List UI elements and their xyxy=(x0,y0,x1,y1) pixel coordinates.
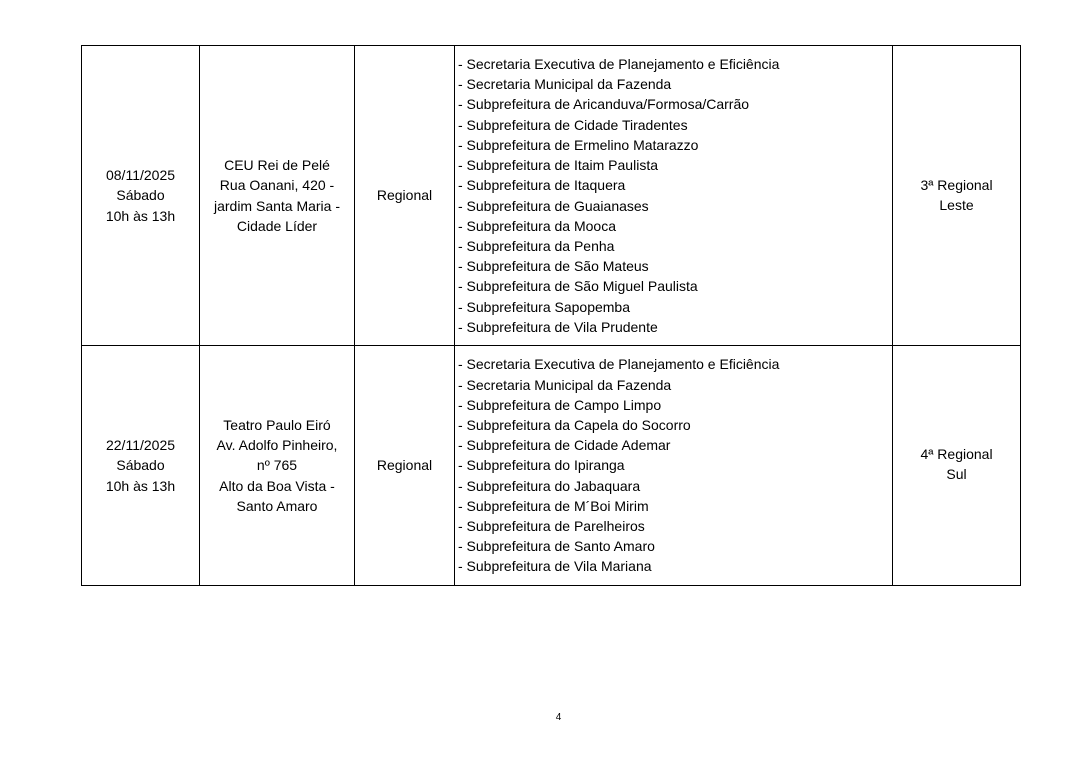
regional-label: 3ª Regional xyxy=(920,177,993,193)
organization-item: - Subprefeitura de Vila Mariana xyxy=(458,558,652,575)
place-line: Santo Amaro xyxy=(236,497,318,514)
organizations-cell xyxy=(455,346,893,586)
organization-item: - Subprefeitura de Campo Limpo xyxy=(458,396,662,413)
event-date: 08/11/2025 xyxy=(105,167,176,184)
organization-item: - Subprefeitura de M´Boi Mirim xyxy=(458,497,649,514)
regional-label: 4ª Regional xyxy=(920,446,993,462)
organization-item: - Subprefeitura do Jabaquara xyxy=(458,477,641,494)
date-cell xyxy=(82,46,200,346)
place-line: Teatro Paulo Eiró xyxy=(223,416,331,433)
table-row xyxy=(82,346,1021,586)
page-number: 4 xyxy=(555,712,562,723)
place-line: CEU Rei de Pelé xyxy=(224,157,330,174)
regional-cell xyxy=(893,346,1021,586)
organization-item: - Subprefeitura Sapopemba xyxy=(458,298,630,315)
organization-item: - Secretaria Executiva de Planejamento e Eficiência xyxy=(458,56,780,73)
table-row xyxy=(82,46,1021,346)
organization-item: - Secretaria Municipal da Fazenda xyxy=(458,76,672,93)
date-cell xyxy=(82,346,200,586)
organization-item: - Secretaria Municipal da Fazenda xyxy=(458,376,672,393)
organization-item: - Subprefeitura de Guaianases xyxy=(458,197,649,214)
place-line: nº 765 xyxy=(256,457,298,474)
organization-item: - Subprefeitura do Ipiranga xyxy=(458,457,625,474)
organization-item: - Subprefeitura da Mooca xyxy=(458,217,616,234)
organization-item: - Subprefeitura de Santo Amaro xyxy=(458,538,655,555)
event-weekday: Sábado xyxy=(116,457,165,474)
type-cell xyxy=(355,346,455,586)
place-line: Av. Adolfo Pinheiro, xyxy=(216,437,338,454)
organization-item: - Subprefeitura de Vila Prudente xyxy=(458,318,658,335)
organizations-cell xyxy=(455,46,893,346)
place-line: Alto da Boa Vista - xyxy=(219,477,335,494)
event-time: 10h às 13h xyxy=(105,207,176,224)
organization-item: - Subprefeitura de São Miguel Paulista xyxy=(458,278,698,295)
type-cell xyxy=(355,46,455,346)
regional-cell xyxy=(893,46,1021,346)
place-cell xyxy=(200,46,355,346)
organization-item: - Subprefeitura de São Mateus xyxy=(458,258,649,275)
event-type: Regional xyxy=(376,187,433,204)
organization-item: - Subprefeitura de Itaim Paulista xyxy=(458,157,658,174)
event-date: 22/11/2025 xyxy=(105,437,176,454)
place-cell xyxy=(200,346,355,586)
place-line: jardim Santa Maria - xyxy=(213,197,341,214)
organization-item: - Subprefeitura de Aricanduva/Formosa/Carrão xyxy=(458,96,750,113)
event-time: 10h às 13h xyxy=(105,477,176,494)
place-line: Cidade Líder xyxy=(236,217,318,234)
schedule-table xyxy=(81,45,1021,586)
organization-item: - Subprefeitura da Capela do Socorro xyxy=(458,416,691,433)
regional-zone: Leste xyxy=(939,197,974,214)
organization-item: - Secretaria Executiva de Planejamento e Eficiência xyxy=(458,356,780,373)
organization-item: - Subprefeitura de Ermelino Matarazzo xyxy=(458,136,699,153)
event-type: Regional xyxy=(376,457,433,474)
organization-item: - Subprefeitura de Parelheiros xyxy=(458,518,645,534)
regional-zone: Sul xyxy=(946,466,967,483)
organization-item: - Subprefeitura da Penha xyxy=(458,237,615,254)
event-weekday: Sábado xyxy=(116,187,165,204)
place-line: Rua Oanani, 420 - xyxy=(219,177,335,194)
organization-item: - Subprefeitura de Cidade Tiradentes xyxy=(458,116,688,133)
organization-item: - Subprefeitura de Cidade Ademar xyxy=(458,437,671,454)
organization-item: - Subprefeitura de Itaquera xyxy=(458,177,626,194)
